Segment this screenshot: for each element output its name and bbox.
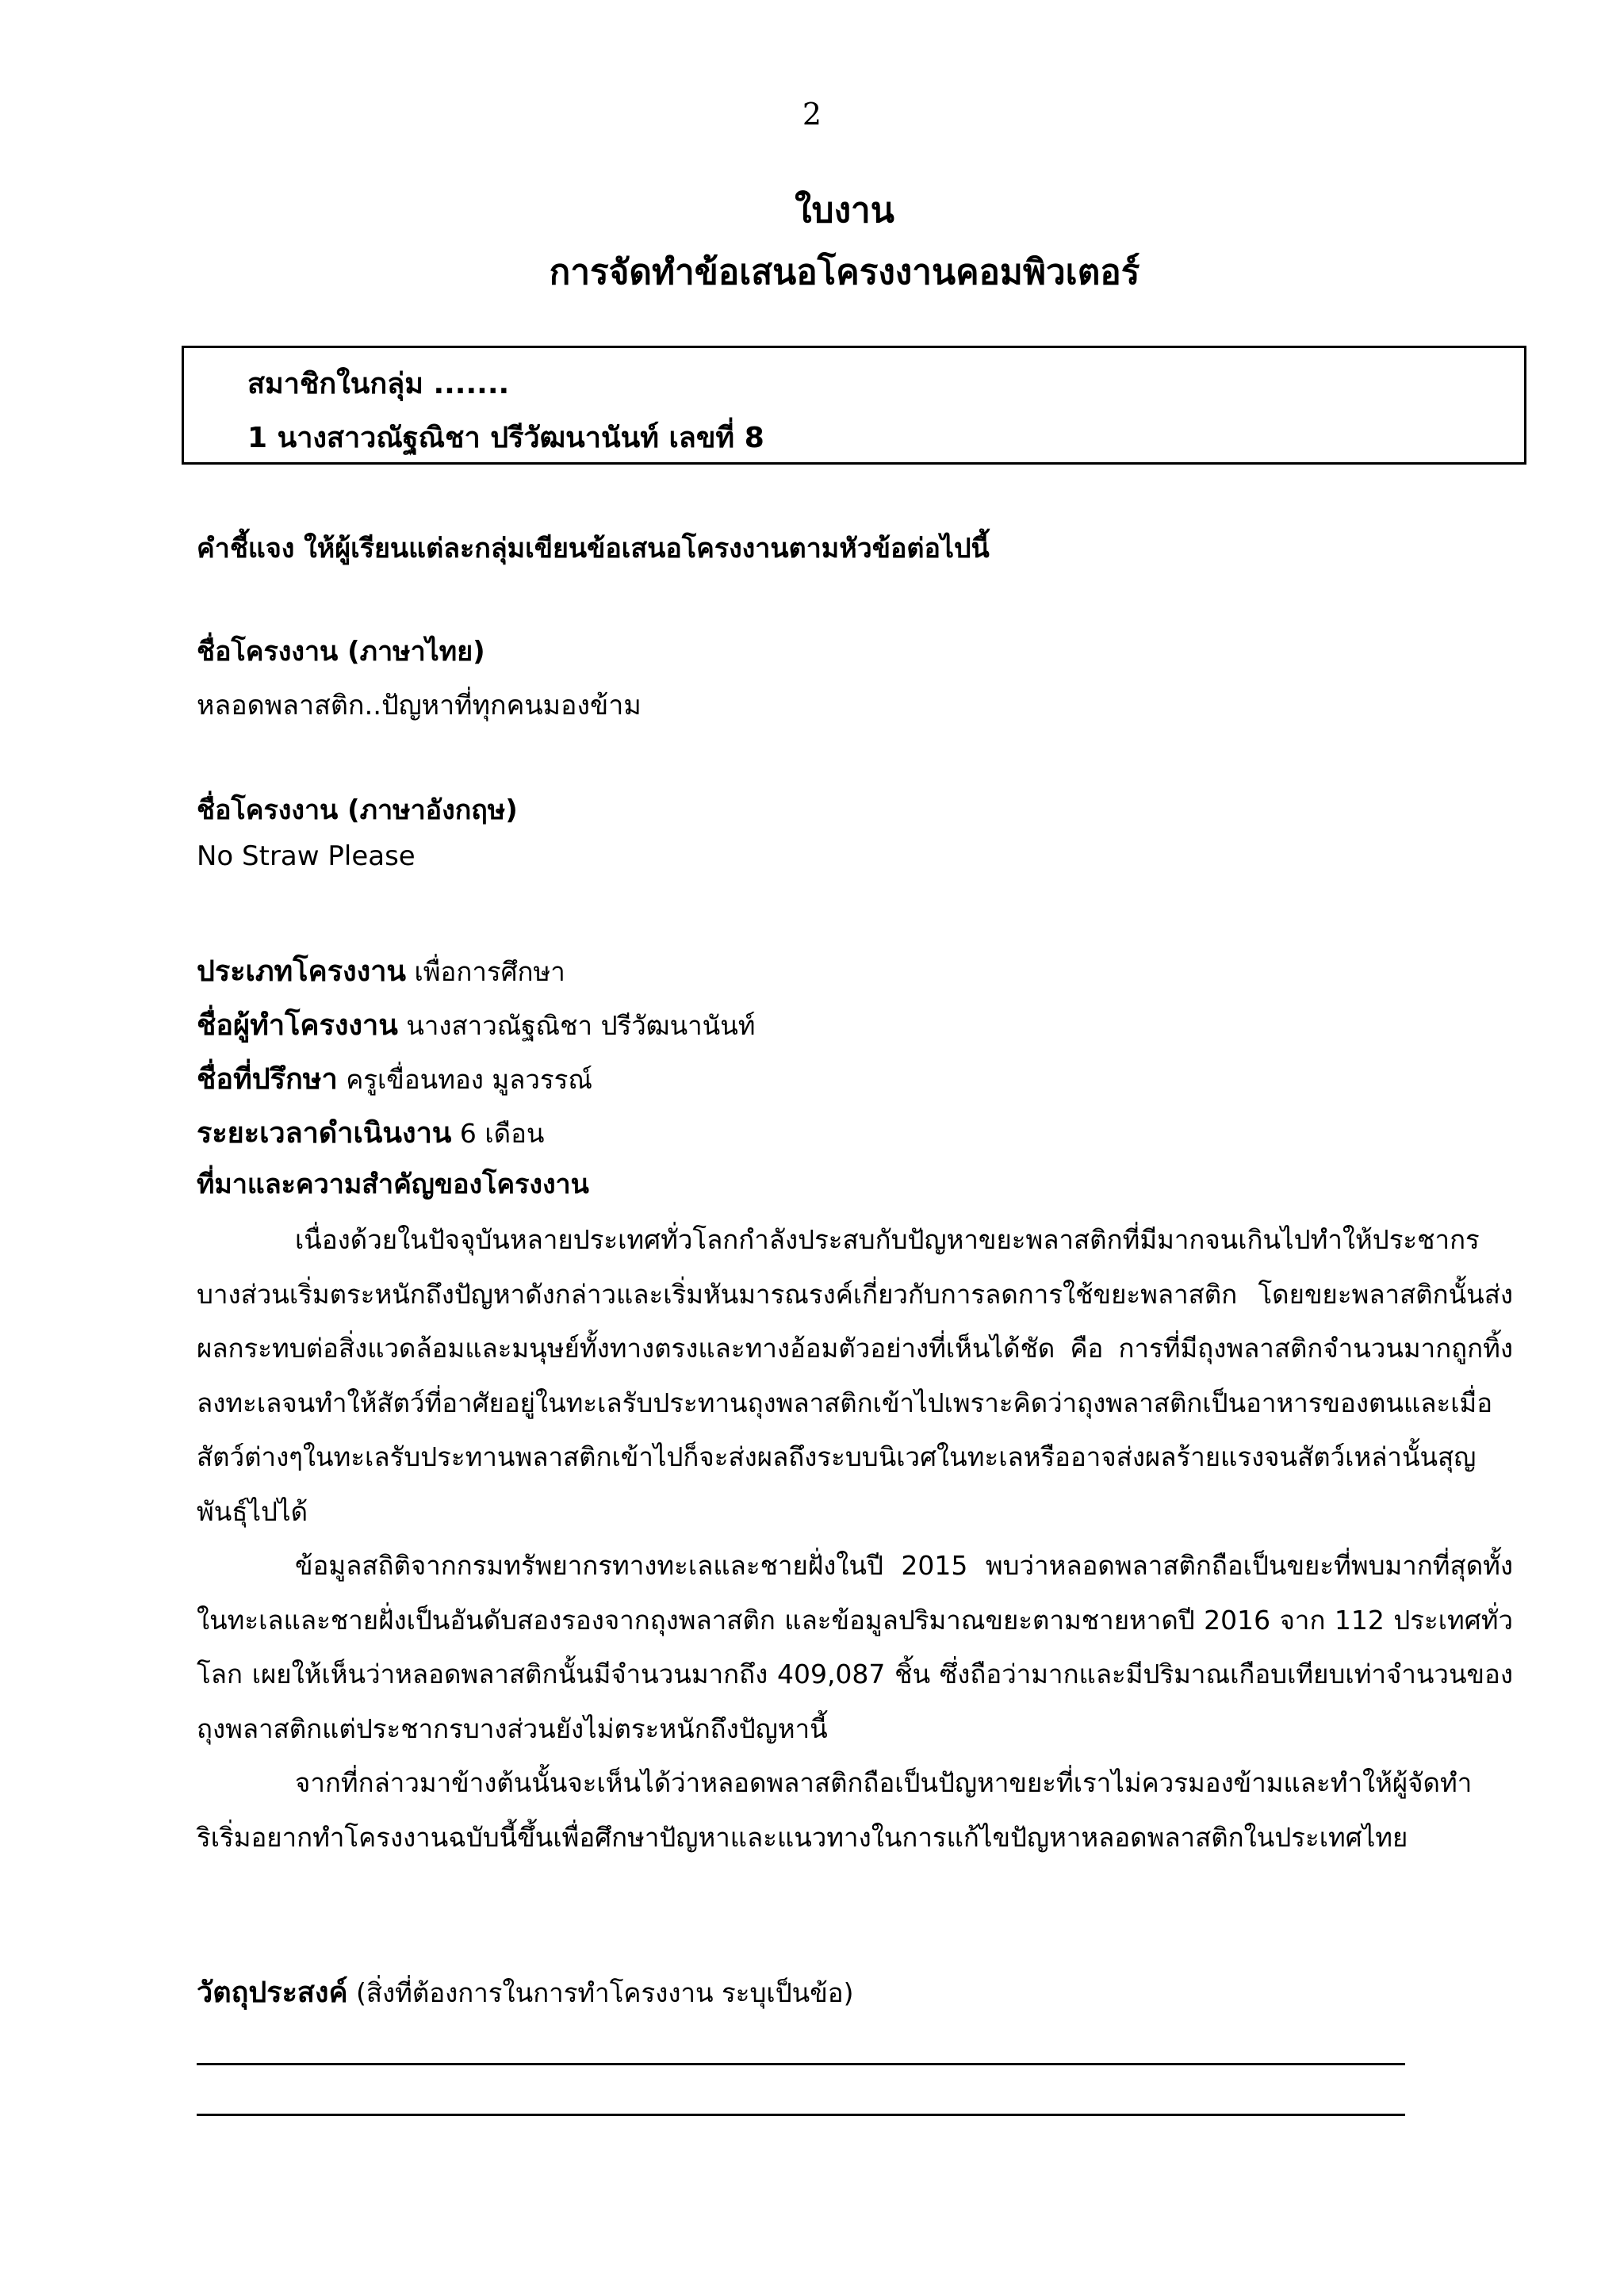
objectives-row — [197, 1969, 853, 2015]
worksheet-subtitle: การจัดทำข้อเสนอโครงงานคอมพิวเตอร์ — [549, 252, 1140, 293]
background-paragraph-1: เนื่องด้วยในปัจจุบันหลายประเทศทั่วโลกกำลังประสบกับปัญหาขยะพลาสติกที่มีมากจนเกินไปทำให้ประชากรบางส่วนเริ่มตระหนักถึงปัญหาดังกล่าวและเริ่มหันมารณรงค์เกี่ยวกับการลดการใช้ขยะพลาสติก โดยขยะพลาสติกนั้นส่งผลกระทบต่อสิ่งแวดล้อมและมนุษย์ทั้งทางตรงและทางอ้อมตัวอย่างที่เห็นได้ชัด คือ การที่มีถุงพลาสติกจำนวนมากถูกทิ้งลงทะเลจนทำให้สัตว์ที่อาศัยอยู่ในทะเลรับประทานถุงพลาสติกเข้าไปเพราะคิดว่าถุงพลาสติกเป็นอาหารของตนและเมื่อสัตว์ต่างๆในทะเลรับประทานพลาสติกเข้าไปก็จะส่งผลถึงระบบนิเวศในทะเลหรืออาจส่งผลร้ายแรงจนสัตว์เหล่านั้นสุญพันธุ์ไปได้ — [197, 1224, 1513, 1527]
objectives-hint: (สิ่งที่ต้องการในการทำโครงงาน ระบุเป็นข้อ) — [347, 1977, 854, 2008]
page-number: 2 — [802, 97, 822, 132]
background-paragraph-2: ข้อมูลสถิติจากกรมทรัพยากรทางทะเลและชายฝั่งในปี 2015 พบว่าหลอดพลาสติกถือเป็นขยะที่พบมากที่สุดทั้งในทะเลและชายฝั่งเป็นอันดับสองรองจากถุงพลาสติก และข้อมูลปริมาณขยะตามชายหาดปี 2016 จาก 112 ประเทศทั่วโลก เผยให้เห็นว่าหลอดพลาสติกนั้นมีจำนวนมากถึง 409,087 ชิ้น ซึ่งถือว่ามากและมีปริมาณเกือบเทียบเท่าจำนวนของถุงพลาสติกแต่ประชากรบางส่วนยังไม่ตระหนักถึงปัญหานี้ — [197, 1550, 1513, 1744]
duration-value: 6 เดือน — [451, 1118, 545, 1149]
members-heading: สมาชิกในกลุ่ม ....... — [247, 368, 510, 400]
objectives-label: วัตถุประสงค์ — [197, 1976, 348, 2009]
background-heading: ที่มาและความสำคัญของโครงงาน — [197, 1169, 589, 1200]
answer-line-1 — [197, 2063, 1405, 2065]
duration-row — [197, 1110, 545, 1155]
project-name-th-value: หลอดพลาสติก..ปัญหาที่ทุกคนมองข้าม — [197, 690, 642, 721]
worksheet-title: ใบงาน — [795, 190, 894, 231]
project-name-en-value: No Straw Please — [197, 840, 416, 872]
answer-line-2 — [197, 2114, 1405, 2116]
author-value: นางสาวณัฐณิชา ปรีวัฒนานันท์ — [397, 1010, 756, 1041]
author-row — [197, 1002, 756, 1047]
advisor-value: ครูเขื่อนทอง มูลวรรณ์ — [337, 1064, 592, 1095]
background-body — [197, 1213, 1513, 1865]
members-box — [182, 346, 1526, 465]
project-name-en-label: ชื่อโครงงาน (ภาษาอังกฤษ) — [197, 794, 518, 826]
project-name-th-label: ชื่อโครงงาน (ภาษาไทย) — [197, 636, 485, 668]
duration-label: ระยะเวลาดำเนินงาน — [197, 1117, 452, 1150]
member-1: 1 นางสาวณัฐณิชา ปรีวัฒนานันท์ เลขที่ 8 — [247, 422, 764, 454]
project-type-label: ประเภทโครงงาน — [197, 955, 407, 988]
project-type-value: เพื่อการศึกษา — [406, 956, 565, 987]
instruction: คำชี้แจง ให้ผู้เรียนแต่ละกลุ่มเขียนข้อเสนอโครงงานตามหัวข้อต่อไปนี้ — [197, 533, 990, 564]
background-paragraph-3: จากที่กล่าวมาข้างต้นนั้นจะเห็นได้ว่าหลอดพลาสติกถือเป็นปัญหาขยะที่เราไม่ควรมองข้ามและทำให้ผู้จัดทำริเริ่มอยากทำโครงงานฉบับนี้ขึ้นเพื่อศึกษาปัญหาและแนวทางในการแก้ไขปัญหาหลอดพลาสติกในประเทศไทย — [197, 1767, 1473, 1853]
author-label: ชื่อผู้ทำโครงงาน — [197, 1009, 398, 1042]
advisor-row — [197, 1056, 592, 1101]
advisor-label: ชื่อที่ปรึกษา — [197, 1063, 338, 1096]
project-type-row — [197, 948, 565, 993]
